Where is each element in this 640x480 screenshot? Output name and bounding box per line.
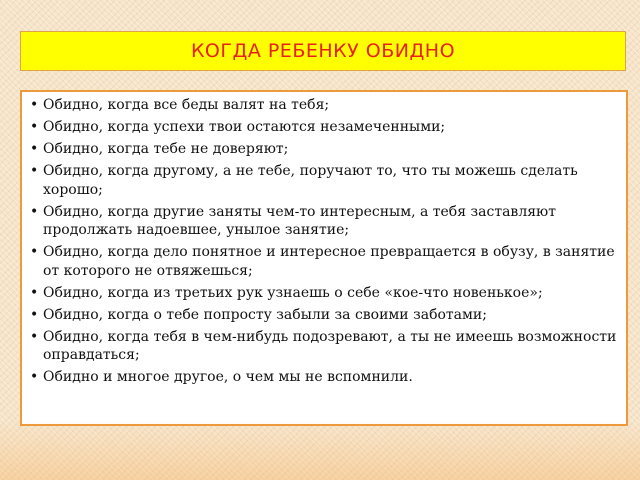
list-item: [30, 118, 620, 137]
bullet-dot: •: [30, 284, 39, 301]
bullet-dot: •: [30, 163, 39, 179]
list-item: [30, 162, 620, 199]
list-item: [30, 243, 620, 280]
list-item: [30, 328, 620, 365]
list-item-text: Обидно, когда из третьих рук узнаешь о себе «кое-что новенькое»;: [43, 284, 543, 301]
title-box: [20, 31, 626, 71]
bullet-dot: •: [30, 203, 39, 220]
list-item-text: Обидно, когда успехи твои остаются незамеченными;: [43, 119, 446, 135]
list-item-text: Обидно, когда дело понятное и интересное превращается в обузу, в занятие от которого не отвяжешься;: [43, 244, 615, 279]
list-item-text: Обидно, когда другому, а не тебе, поручают то, что ты можешь сделать хорошо;: [43, 163, 578, 198]
bullet-dot: •: [30, 119, 39, 135]
list-item-text: Обидно, когда тебе не доверяют;: [43, 141, 289, 157]
bullet-dot: •: [30, 97, 39, 113]
list-item: [30, 203, 620, 240]
bullet-dot: •: [30, 244, 39, 260]
list-item: [30, 96, 620, 115]
list-item-text: Обидно и многое другое, о чем мы не вспомнили.: [43, 369, 413, 385]
list-item-text: Обидно, когда тебя в чем-нибудь подозревают, а ты не имеешь возможности оправдаться;: [43, 328, 617, 363]
list-item: [30, 140, 620, 159]
list-item: [30, 368, 620, 387]
bottom-glow: [0, 420, 640, 480]
list-item: [30, 284, 620, 303]
list-item-text: Обидно, когда о тебе попросту забыли за своими заботами;: [43, 306, 487, 323]
bullet-dot: •: [30, 369, 39, 385]
bullet-dot: •: [30, 306, 39, 323]
bullet-dot: •: [30, 328, 39, 345]
bullet-dot: •: [30, 141, 39, 157]
slide-title: КОГДА РЕБЕНКУ ОБИДНО: [190, 40, 456, 62]
list-item-text: Обидно, когда все беды валят на тебя;: [43, 97, 330, 113]
bullet-list: [30, 96, 620, 387]
list-item-text: Обидно, когда другие заняты чем-то интересным, а тебя заставляют продолжать надоевшее, унылое занятие;: [43, 203, 556, 238]
content-box: [20, 90, 628, 426]
list-item: [30, 306, 620, 325]
